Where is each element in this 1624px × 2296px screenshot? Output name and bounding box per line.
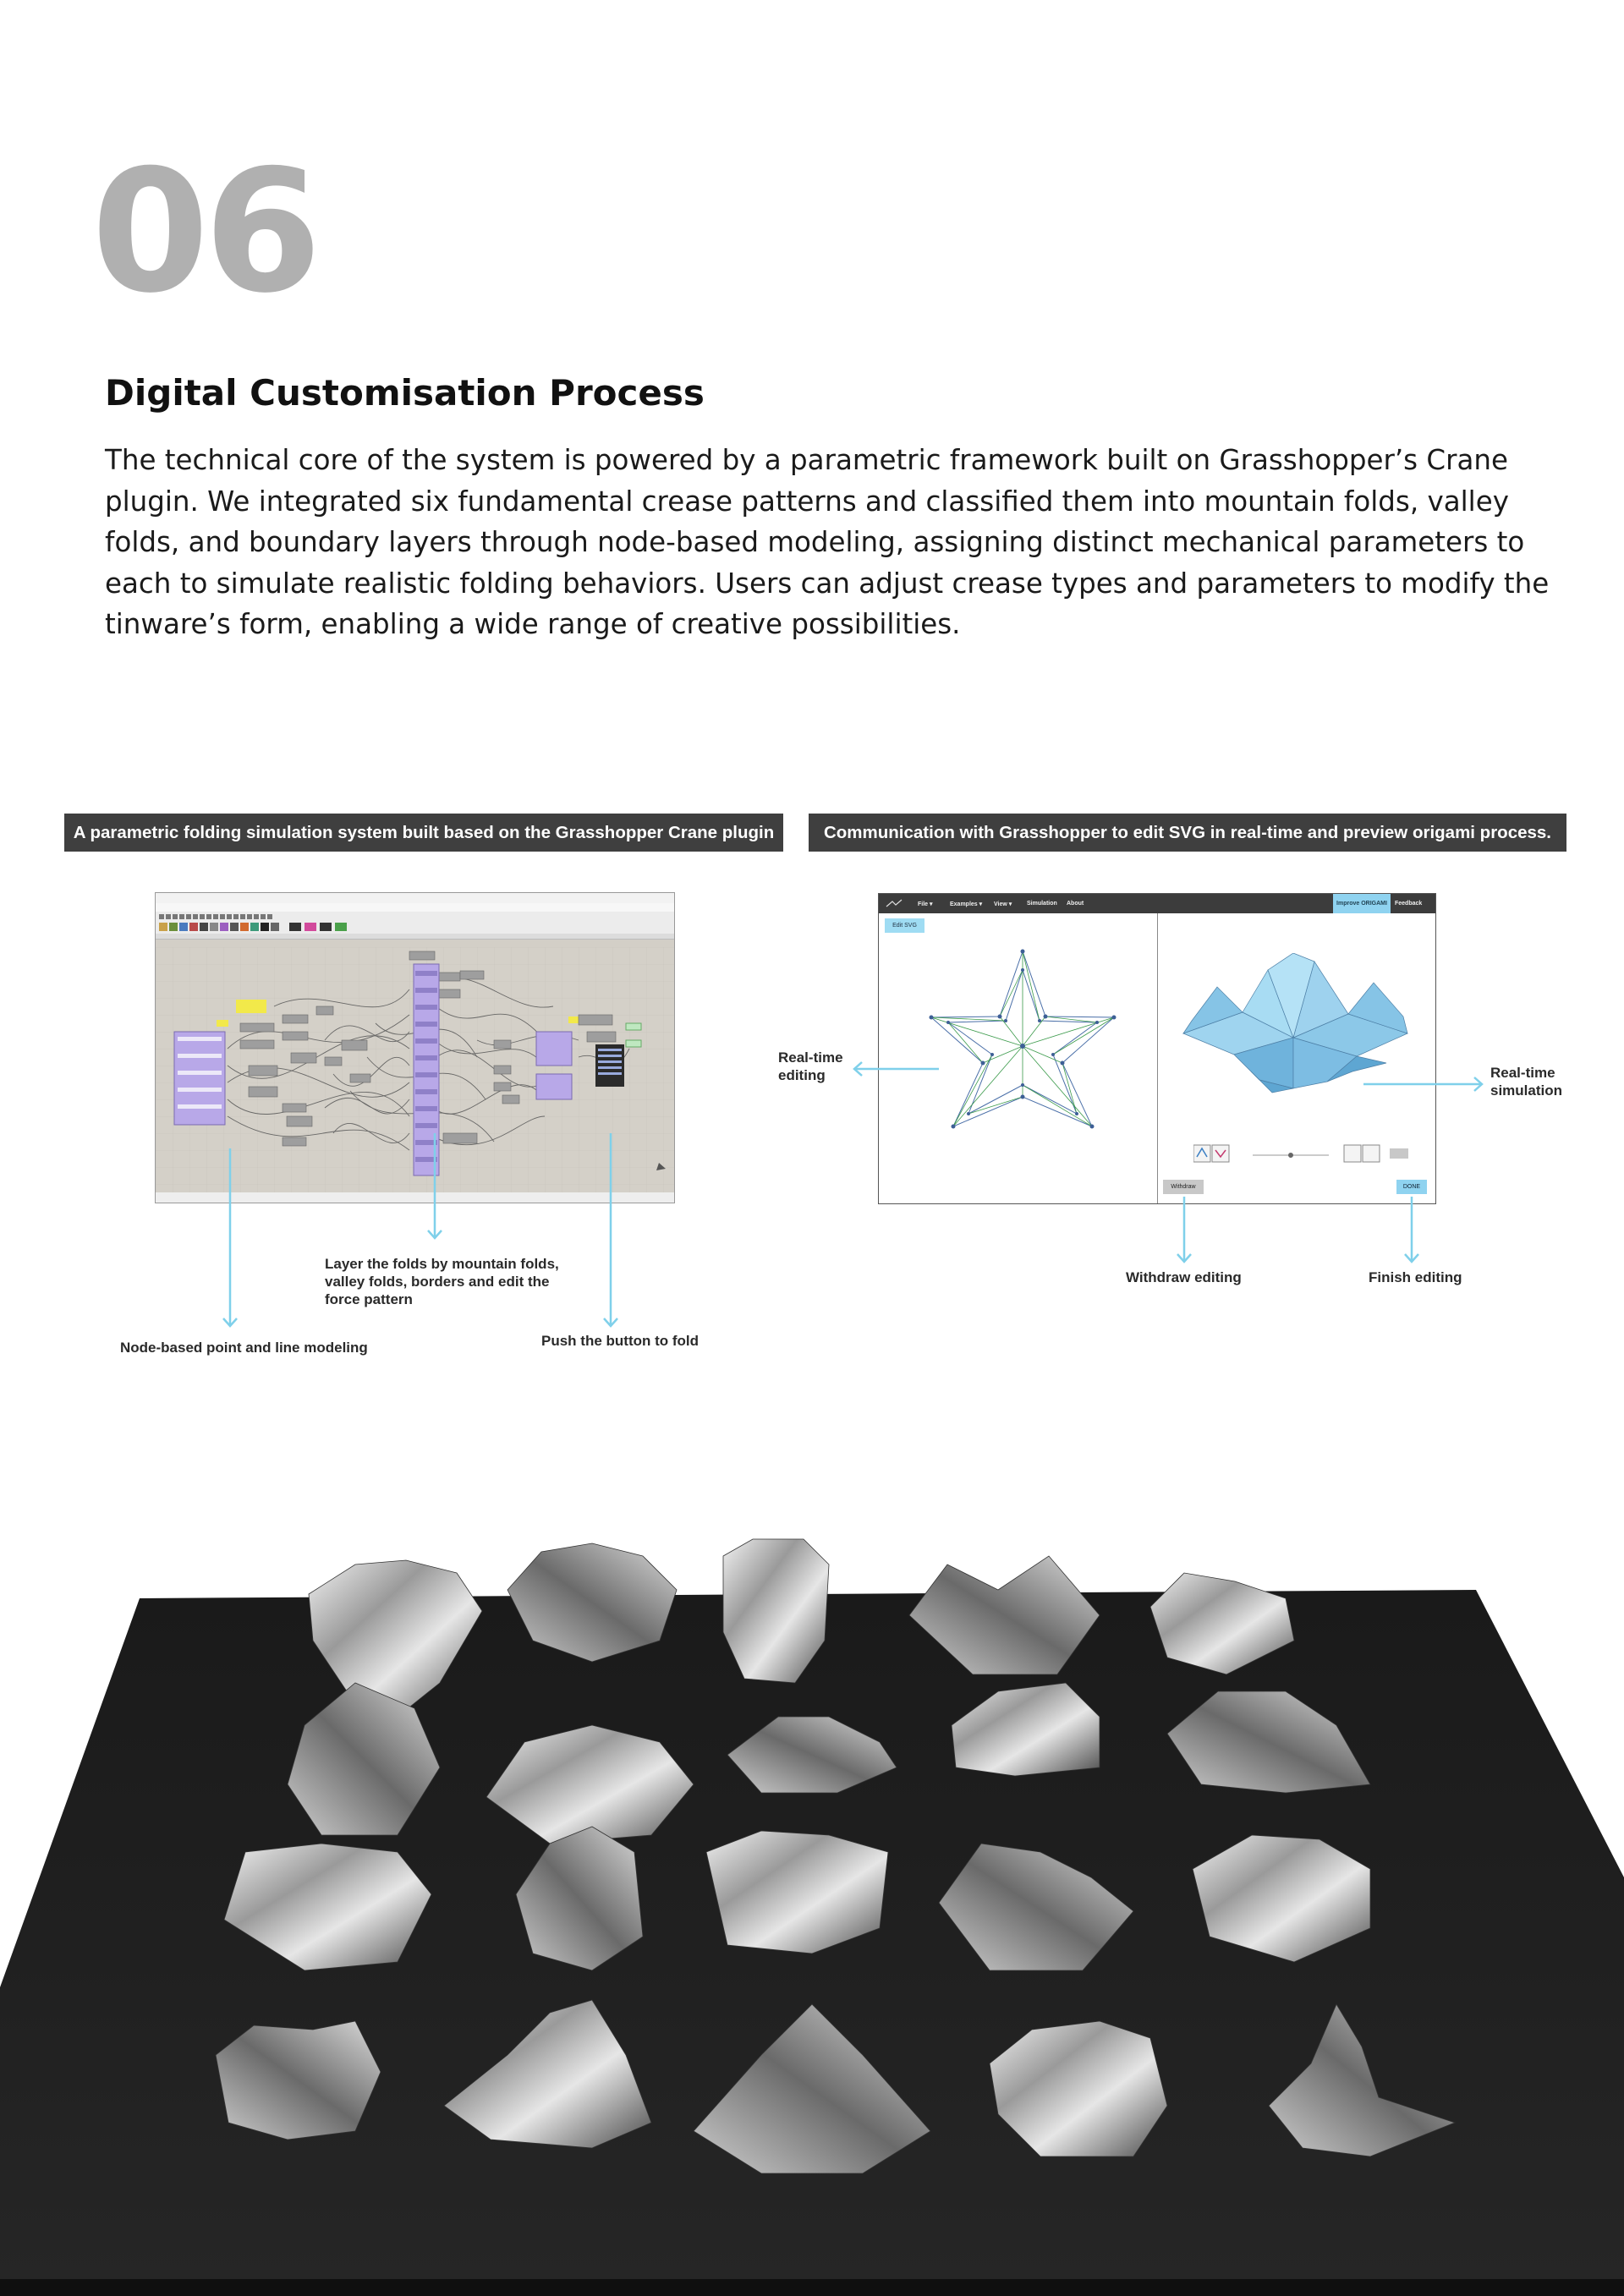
gh-toolbar-icons (156, 912, 674, 939)
section-title: Digital Customisation Process (105, 372, 705, 414)
callout-node-modeling: Node-based point and line modeling (120, 1340, 368, 1356)
callout-realtime-editing-2: editing (778, 1067, 826, 1083)
gh-toolbar (156, 912, 674, 940)
withdraw-button[interactable]: Withdraw (1163, 1180, 1204, 1194)
nav-file[interactable]: File ▾ (918, 901, 933, 907)
gh-menubar (156, 903, 674, 912)
callout-realtime-editing-1: Real-time (778, 1049, 843, 1066)
callout-withdraw-editing: Withdraw editing (1126, 1269, 1242, 1285)
callout-layer-folds-1: Layer the folds by mountain folds, (325, 1256, 559, 1272)
left-panel-banner: A parametric folding simulation system built based on the Grasshopper Crane plugin (64, 814, 783, 852)
tinware-render-photo (0, 1514, 1624, 2296)
nav-view[interactable]: View ▾ (994, 901, 1012, 907)
nav-about[interactable]: About (1067, 901, 1084, 907)
intro-paragraph: The technical core of the system is powered by a parametric framework built on Grasshopper’s Crane plugin. We integrated six fundamental crease patterns and classified them into mountain folds, valley folds, and boundary layers through node-based modeling, assigning distinct mechanical parameters to each to simulate realistic folding behaviors. Users can adjust crease types and parameters to modify the tinware’s form, enabling a wide range of creative possibilities. (105, 444, 1550, 640)
section-number: 06 (91, 134, 317, 331)
callout-realtime-sim-2: simulation (1490, 1082, 1563, 1099)
callout-push-button: Push the button to fold (541, 1333, 700, 1349)
nav-feedback[interactable]: Feedback (1395, 901, 1423, 907)
editor-logo-icon (886, 898, 903, 908)
callout-layer-folds-3: force pattern (325, 1291, 413, 1307)
right-panel-banner: Communication with Grasshopper to edit SVG in real-time and preview origami process. (809, 814, 1566, 852)
edit-svg-button[interactable]: Edit SVG (885, 918, 924, 933)
gh-titlebar (156, 893, 674, 903)
callout-realtime-sim-1: Real-time (1490, 1065, 1555, 1081)
editor-navbar (879, 894, 1435, 913)
callout-finish-editing: Finish editing (1369, 1269, 1462, 1285)
nav-improve-button[interactable]: Improve ORIGAMI (1333, 894, 1391, 913)
nav-simulation[interactable]: Simulation (1027, 901, 1057, 907)
done-button[interactable]: DONE (1396, 1180, 1427, 1194)
callout-layer-folds-2: valley folds, borders and edit the (325, 1274, 550, 1290)
left-callout-arrows (0, 1133, 812, 1353)
nav-examples[interactable]: Examples ▾ (950, 901, 983, 907)
